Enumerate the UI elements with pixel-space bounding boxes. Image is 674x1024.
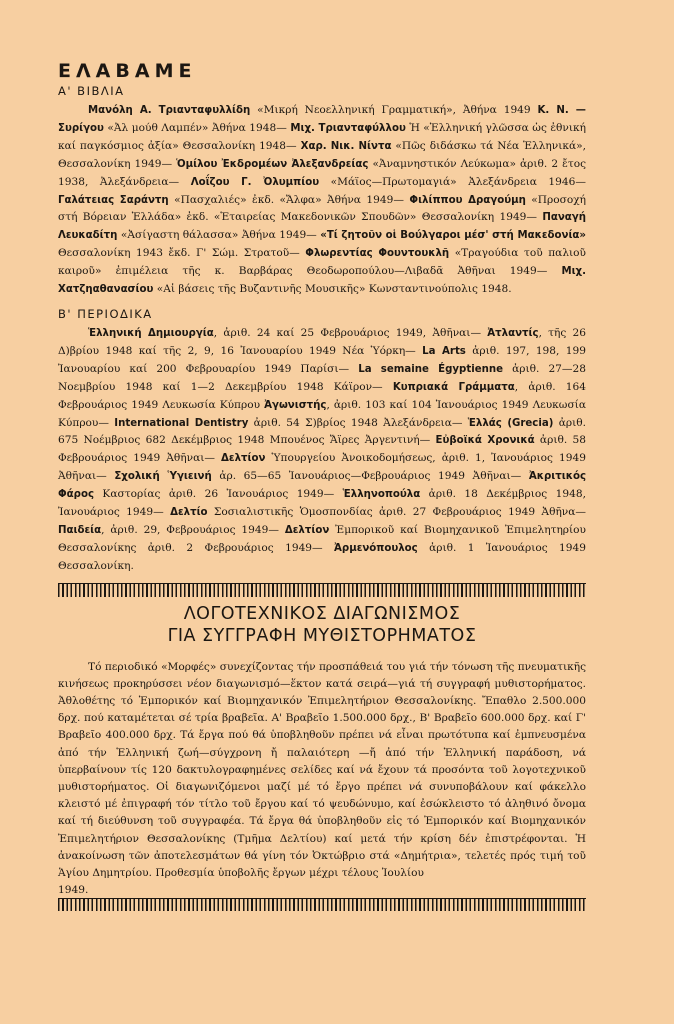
entry-detail-21: «Τραγούδια τοῦ παλιοῦ καιροῦ» ἐπιμέλεια τῆς κ. Βαρβάρας Θεοδωροπούλου—Λιβαδᾶ Ἀθῆναι 1949—: [58, 247, 587, 278]
page: [58, 60, 586, 911]
periodicals-list: [58, 325, 586, 575]
entry-detail-1: , ἀριθ. 24 καί 25 Φεβρουάριος 1949, Ἀθῆναι—: [213, 326, 488, 339]
entry-title-20: Σχολική Ὑγιεινή: [114, 471, 212, 483]
contest-title-line1: ΛΟΓΟΤΕΧΝΙΚΟΣ ΔΙΑΓΩΝΙΣΜΟΣ: [183, 603, 461, 624]
contest-title: [58, 603, 586, 647]
entry-title-8: Ὁμίλου Ἐκδρομέων Ἀλεξανδρείας: [176, 158, 369, 170]
entry-title-16: Εὐβοϊκά Χρονικά: [435, 435, 535, 447]
entry-title-32: Ἀρμενόπουλος: [334, 542, 418, 554]
entry-title-18: Δελτίον: [221, 453, 266, 465]
entry-title-22: Μιχ. Χατζηαθανασίου: [58, 266, 586, 296]
entry-title-30: Δελτίον: [284, 524, 330, 536]
entry-detail-15: «Προσοχή στή Βόρειαν Ἑλλάδα» ἐκδ. «Ἑταιρείας Μακεδονικῶν Σπουδῶν» Θεσσαλονίκη 1949—: [58, 193, 586, 224]
entry-title-4: La Arts: [422, 345, 466, 357]
entry-title-6: Χαρ. Νικ. Νίντα: [300, 140, 392, 152]
entry-detail-31: Ἐμπορικοῦ καί Βιομηχανικοῦ Ἐπιμελητηρίου Θεσσαλονίκης ἀριθ. 2 Φεβρουάριος 1949—: [58, 523, 586, 554]
entry-detail-3: «Ἀλ μούθ Λαμπέν» Ἀθήνα 1948—: [103, 121, 291, 134]
books-label: Α' ΒΙΒΛΙΑ: [58, 84, 125, 98]
entry-detail-13: «Πασχαλιές» ἐκδ. «Ἄλφα» Ἀθήνα 1949—: [168, 193, 410, 206]
contest-year: 1949.: [58, 884, 89, 897]
entry-title-24: Ἑλληνοπούλα: [342, 489, 421, 501]
contest-title-line2: ΓΙΑ ΣΥΓΓΡΑΦΗ ΜΥΘΙΣΤΟΡΗΜΑΤΟΣ: [167, 625, 477, 646]
entry-detail-11: , ἀριθ. 103 καί 104 Ἰανουάριος 1949 Λευκωσία Κύπρου—: [58, 398, 586, 429]
entry-title-0: Μανόλη Α. Τριανταφυλλίδη: [88, 105, 251, 116]
entry-detail-17: «Ἀσίγαστη θάλασσα» Ἀθήνα 1949—: [117, 229, 321, 242]
entry-detail-15: ἀριθ. 675 Νοέμβριος 682 Δεκέμβριος 1948 Μπουένος Ἄϊρες Ἀργεντινή—: [58, 416, 586, 447]
contest-body: Τό περιοδικό «Μορφές» συνεχίζοντας τήν προσπάθειά του γιά τήν τόνωση τῆς πνευματικῆς κινήσεως προκηρύσσει νέον διαγωνισμό—ἕκτον κατά σειρά—γιά τή συγγραφή μυθιστορήματος. Ἀθλοθέτης τό Ἐμπορικόν καί Βιομηχανικόν Ἐπιμελητήριον Θεσσαλονίκης. Ἔπαθλο 2.500.000 δρχ. πού καταμέτεται σέ τρία βραβεῖα. Α' Βραβεῖο 1.500.000 δρχ., Β' Βραβεῖο 600.000 δρχ. καί Γ' Βραβεῖο 400.000 δρχ. Τά ἔργα πού θά ὑποβληθοῦν πρέπει νά εἶναι πρωτότυπα καί ἐμπνευσμένα ἀπό τήν Ἑλληνική ζωή—σύγχρονη ἤ παλαιότερη —ἤ ἀπό τήν Ἑλληνική παράδοση, νά ὑπερβαίνουν τίς 120 δακτυλογραφημένες σελίδες καί νά ἔχουν τά προσόντα τοῦ λογοτεχνικοῦ μυθιστορήματος. Οἱ διαγωνιζόμενοι μαζί μέ τό ἔργο πρέπει νά συνυποβάλουν καί φάκελλο κλειστό μέ ἐπιγραφή τόν τίτλο τοῦ ἔργου καί τό ψευδώνυμο, καί ἐσώκλειστο τό ἀληθινό ὄνομα καί τή διεύθυνση τοῦ συγγραφέα. Τά ἔργα θά ὑποβληθοῦν εἰς τό Ἐμπορικόν καί Βιομηχανικόν Ἐπιμελητήριον Θεσσαλονίκης (Τμῆμα Δελτίου) καί μετά τήν κρίση δέν ἐπιστρέφονται. Ἡ ἀνακοίνωση τῶν ἀποτελεσμάτων θά γίνη τόν Ὀκτώβριο στά «Δημήτρια», τελετές πρός τιμή τοῦ Ἁγίου Δημητρίου. Προθεσμία ὑποβολῆς ἔργων μέχρι τέλους Ἰουλίου: [58, 660, 586, 880]
entry-detail-21: ἀρ. 65—65 Ἰανουάριος—Φεβρουάριος 1949 Ἀθῆναι—: [211, 470, 529, 483]
entry-detail-7: ἀριθ. 27—28 Νοεμβρίου 1948 καί 1—2 Δεκεμβρίου 1948 Κάϊρον—: [58, 362, 586, 393]
entry-detail-13: ἀριθ. 54 Σ)βρίος 1948 Ἀλεξάνδρεια—: [248, 416, 468, 429]
entry-title-2: Ἀτλαντίς: [487, 327, 539, 339]
entry-title-14: Ἑλλάς (Grecia): [467, 417, 554, 429]
entry-title-2: Κ. Ν. —Συρίγου: [58, 105, 586, 134]
entry-detail-19: Θεσσαλονίκη 1943 ἔκδ. Γ' Σώμ. Στρατοῦ—: [58, 247, 306, 260]
entry-detail-23: Καστορίας ἀριθ. 26 Ἰανουάριος 1949—: [94, 488, 343, 501]
entry-title-10: Ἀγωνιστής: [264, 399, 327, 411]
entry-title-14: Φιλίππου Δραγούμη: [409, 194, 526, 206]
entry-detail-9: , ἀριθ. 164 Φεβρουάριος 1949 Λευκωσία Κύπρου: [58, 380, 586, 411]
entry-title-22: Ἀκριτικός Φάρος: [58, 471, 586, 501]
entry-detail-25: ἀριθ. 18 Δεκέμβριος 1948, Ἰανουάριος 1949—: [58, 488, 586, 519]
entry-title-8: Κυπριακά Γράμματα: [392, 381, 515, 393]
entry-detail-23: «Αἱ βάσεις τῆς Βυζαντινῆς Μουσικῆς» Κωνσταντινούπολις 1948.: [153, 283, 512, 296]
entry-detail-19: Ὑπουργείου Ἀνοικοδομήσεως, ἀριθ. 1, Ἰανουάριος 1949 Ἀθῆναι—: [58, 452, 586, 483]
entry-detail-7: «Πῶς διδάσκω τά Νέα Ἑλληνικά», Θεσσαλονίκη 1949—: [58, 139, 586, 170]
divider-rule: [58, 583, 586, 597]
bottom-rule: [58, 898, 586, 911]
periodicals-label: Β' ΠΕΡΙΟΔΙΚΑ: [58, 306, 153, 321]
entry-detail-5: ἀριθ. 197, 198, 199 Ἰανουαρίου καί 200 Φεβρουαρίου 1949 Παρίσι—: [58, 344, 586, 375]
entry-title-12: International Dentistry: [114, 417, 249, 429]
books-list: [58, 102, 586, 299]
entry-title-12: Γαλάτειας Σαράντη: [58, 194, 169, 206]
entry-title-20: Φλωρεντίας Φουντουκλῆ: [305, 248, 450, 260]
entry-detail-27: Σοσιαλιστικῆς Ὁμοσπονδίας ἀριθ. 27 Φεβρουάριος 1949 Ἀθῆνα—: [207, 506, 586, 519]
entry-title-0: Ἑλληνική Δημιουργία: [88, 327, 214, 339]
entry-detail-11: «Μάϊος—Πρωτομαγιά» Ἀλεξάνδρεια 1946—: [319, 175, 586, 188]
entry-title-6: La semaine Égyptienne: [358, 363, 504, 375]
entry-detail-17: ἀριθ. 58 Φεβρουάριος 1949 Ἀθῆναι—: [58, 434, 586, 465]
entry-detail-3: , τῆς 26 Δ)βρίου 1948 καί τῆς 2, 9, 16 Ἰανουαρίου 1949 Νέα Ὑόρκη—: [58, 326, 586, 357]
entry-title-26: Δελτίο: [170, 507, 208, 519]
entry-title-10: Λοΐζου Γ. Ὀλυμπίου: [190, 176, 320, 188]
entry-title-16: Παναγή Λευκαδίτη: [58, 212, 586, 242]
entry-detail-1: «Μικρή Νεοελληνική Γραμματική», Ἀθήνα 1949: [250, 104, 538, 116]
entry-detail-9: «Ἀναμνηστικόν Λεύκωμα» ἀριθ. 2 ἔτος 1938, Ἀλεξάνδρεια—: [58, 157, 587, 188]
entry-detail-5: Ἡ «Ἑλληνική γλῶσσα ὡς ἐθνική καί παγκόσμιος ἀξία» Θεσσαλονίκη 1948—: [58, 121, 586, 152]
entry-detail-29: , ἀριθ. 29, Φεβρουάριος 1949—: [101, 523, 285, 536]
entry-title-28: Παιδεία: [58, 524, 102, 536]
received-heading: ΕΛΑΒΑΜΕ: [58, 60, 197, 82]
entry-detail-33: ἀριθ. 1 Ἰανουάριος 1949 Θεσσαλονίκη.: [58, 541, 586, 572]
entry-title-4: Μιχ. Τριανταφύλλου: [290, 122, 406, 134]
entry-title-18: «Τί ζητοῦν οἱ Βούλγαροι μέσ' στή Μακεδονία»: [320, 230, 586, 242]
